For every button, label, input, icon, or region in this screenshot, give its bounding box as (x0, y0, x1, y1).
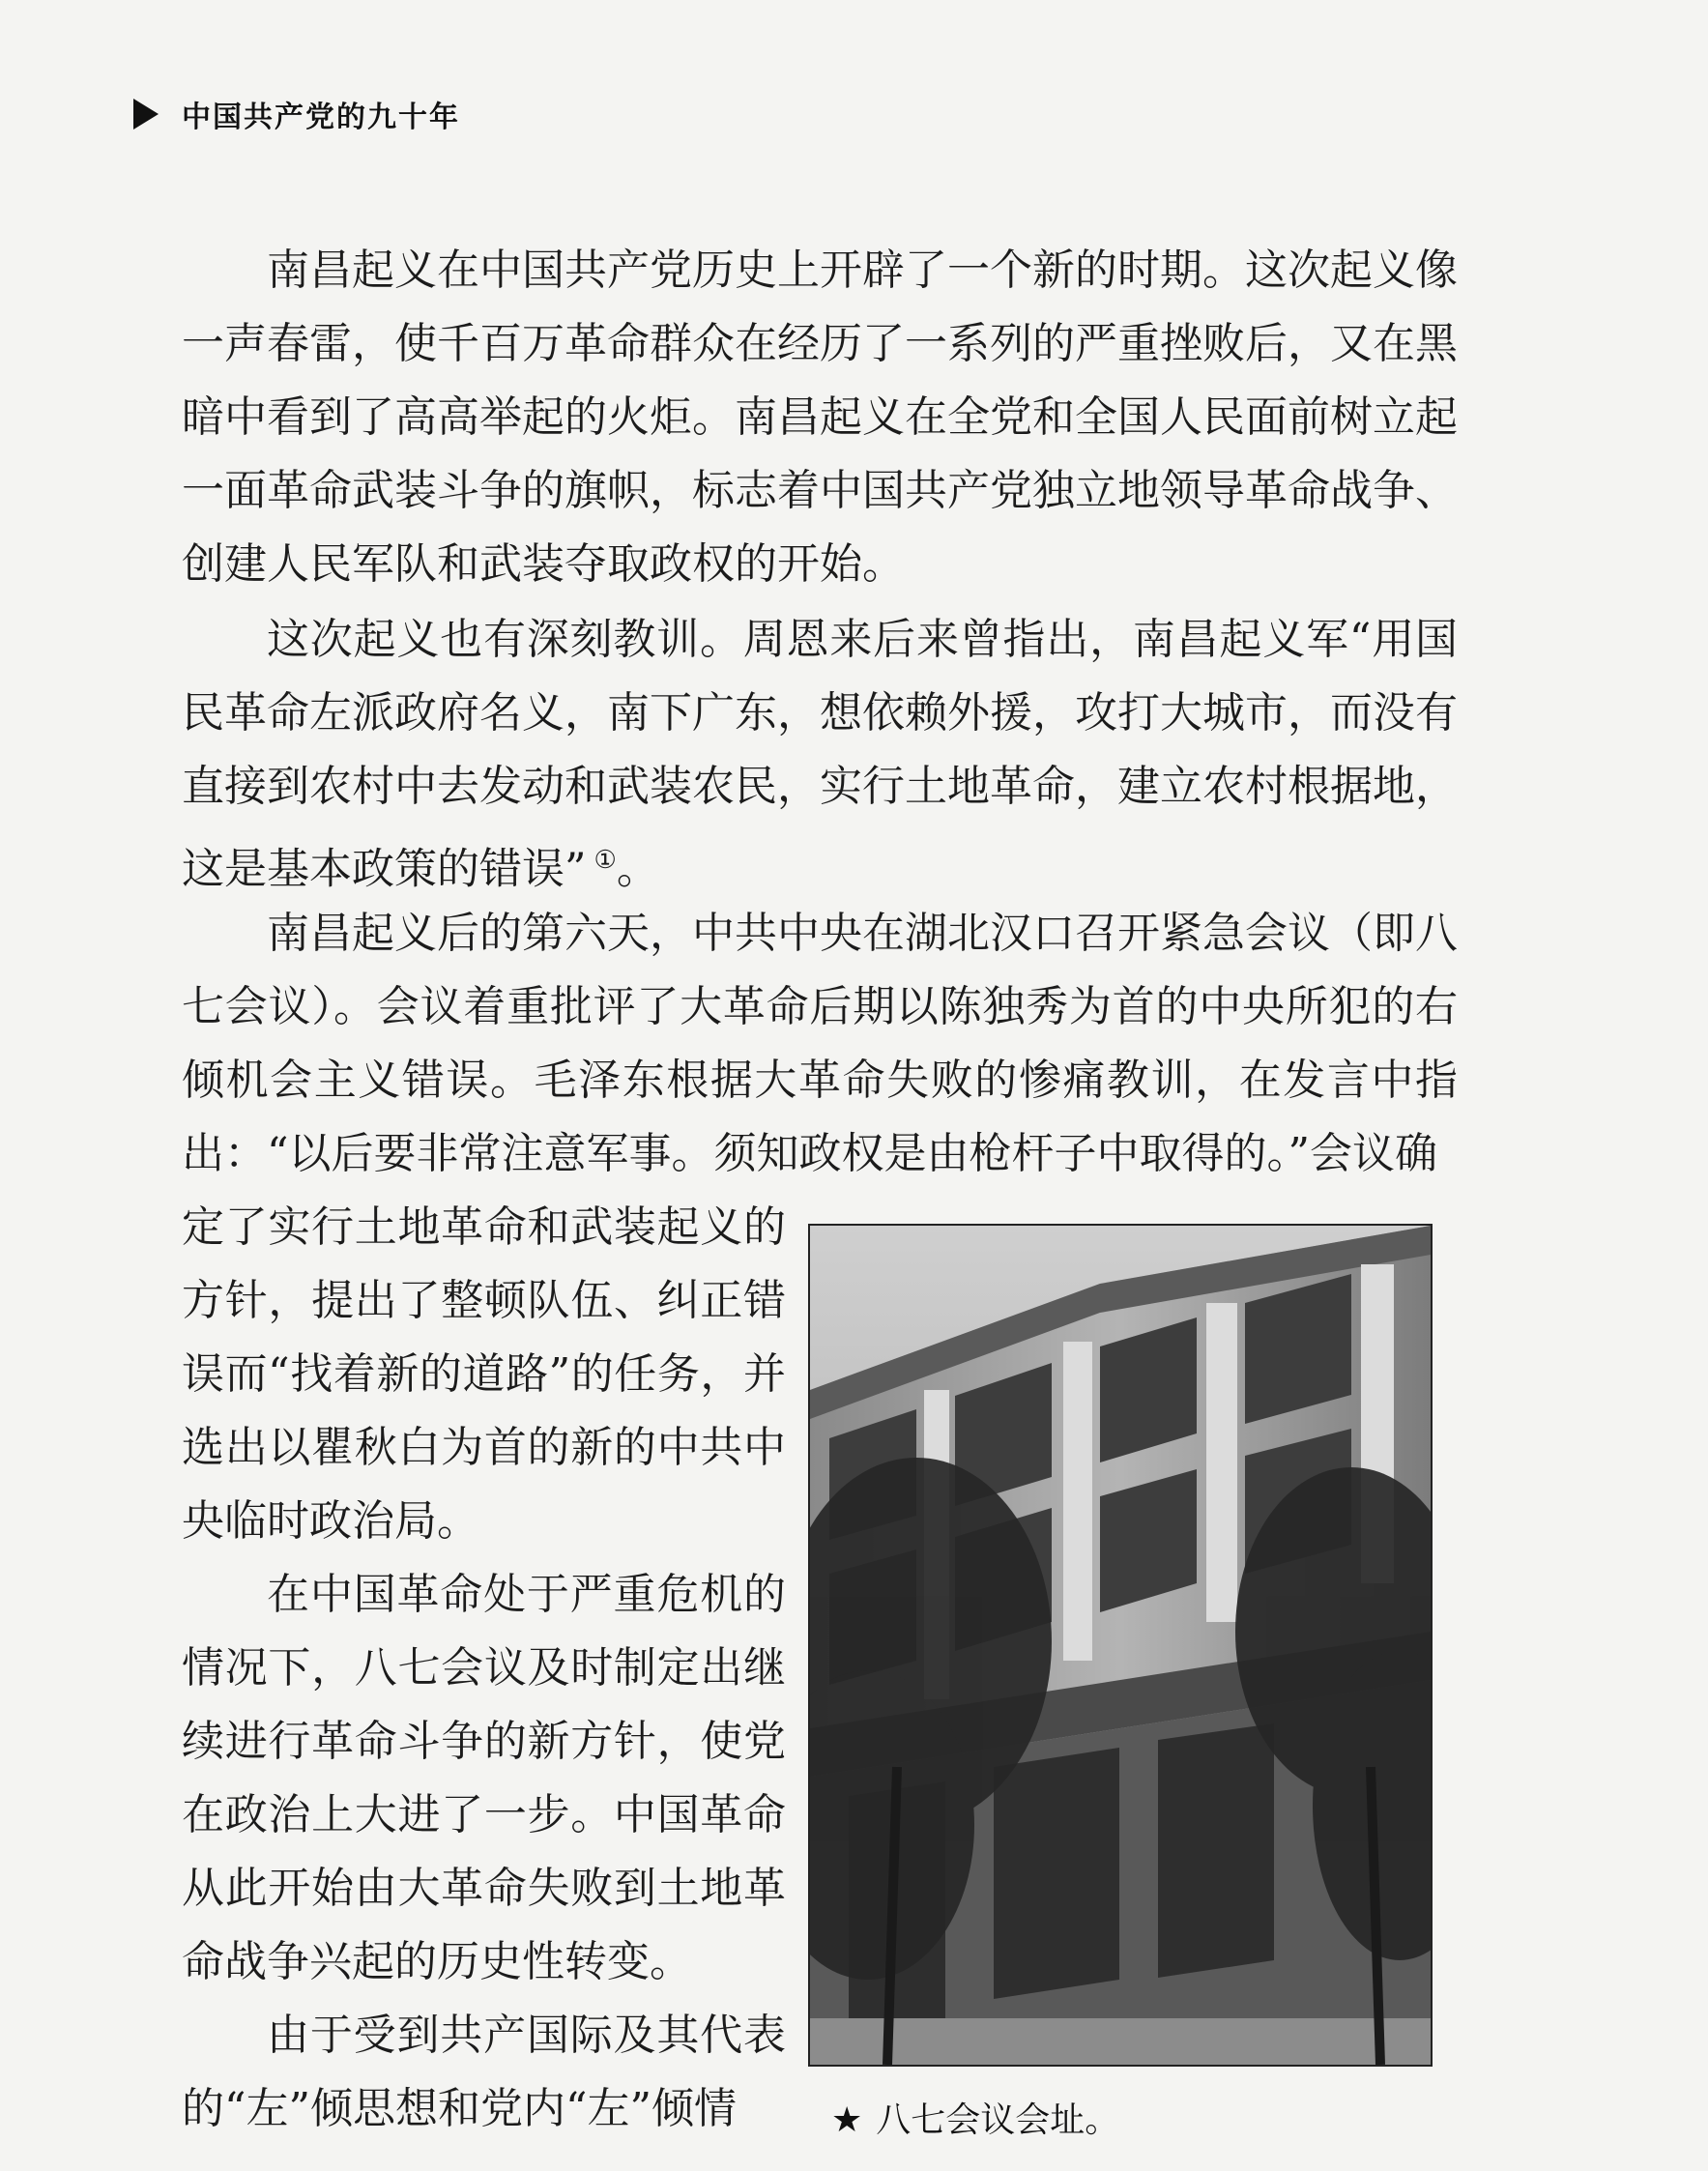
star-icon: ★ (831, 2100, 863, 2140)
paragraph-left-deviation: 由于受到共产国际及其代表的“左”倾思想和党内“左”倾情 (182, 2011, 786, 2133)
paragraph-nanchang-uprising: 南昌起义在中国共产党历史上开辟了一个新的时期。这次起义像一声春雷，使千百万革命群众在经历了一系列的严重挫败后，又在黑暗中看到了高高举起的火炬。南昌起义在全党和全国人民面前树立起一面革命武装斗争的旗帜，标志着中国共产党独立地领导革命战争、创建人民军队和武装夺取政权的开始。 (182, 246, 1458, 589)
footnote-marker: ① (593, 846, 617, 875)
triangle-marker-icon (133, 99, 159, 130)
paragraph-august-seventh-meeting: 南昌起义后的第六天，中共中央在湖北汉口召开紧急会议（即八七会议）。会议着重批评了大革命后期以陈独秀为首的中央所犯的右倾机会主义错误。毛泽东根据大革命失败的惨痛教训，在发言中指出：“以后要非常注意军事。须知政权是由枪杆子中取得的。”会议确 (182, 909, 1458, 1178)
photo-caption (831, 2098, 1119, 2144)
book-title: 中国共产党的九十年 (182, 101, 460, 134)
left-column (182, 1191, 786, 2146)
running-header (133, 93, 460, 135)
paragraph-lessons-end: 。 (616, 844, 659, 894)
photo-caption-text: 八七会议会址。 (876, 2100, 1120, 2140)
paragraph-lessons (182, 603, 1458, 907)
paragraph-meeting-decisions: 定了实行土地革命和武装起义的方针，提出了整顿队伍、纠正错误而“找着新的道路”的任务，并选出以瞿秋白为首的新的中共中央临时政治局。 (182, 1202, 786, 1546)
paragraph-lessons-text: 这次起义也有深刻教训。周恩来后来曾指出，南昌起义军“用国民革命左派政府名义，南下广东，想依赖外援，攻打大城市，而没有直接到农村中去发动和武装农民，实行土地革命，建立农村根据地，这是基本政策的错误” (182, 615, 1458, 894)
meeting-site-photo (808, 1224, 1433, 2067)
paragraph-historical-turn: 在中国革命处于严重危机的情况下，八七会议及时制定出继续进行革命斗争的新方针，使党在政治上大进了一步。中国革命从此开始由大革命失败到土地革命战争兴起的历史性转变。 (182, 1570, 786, 1986)
